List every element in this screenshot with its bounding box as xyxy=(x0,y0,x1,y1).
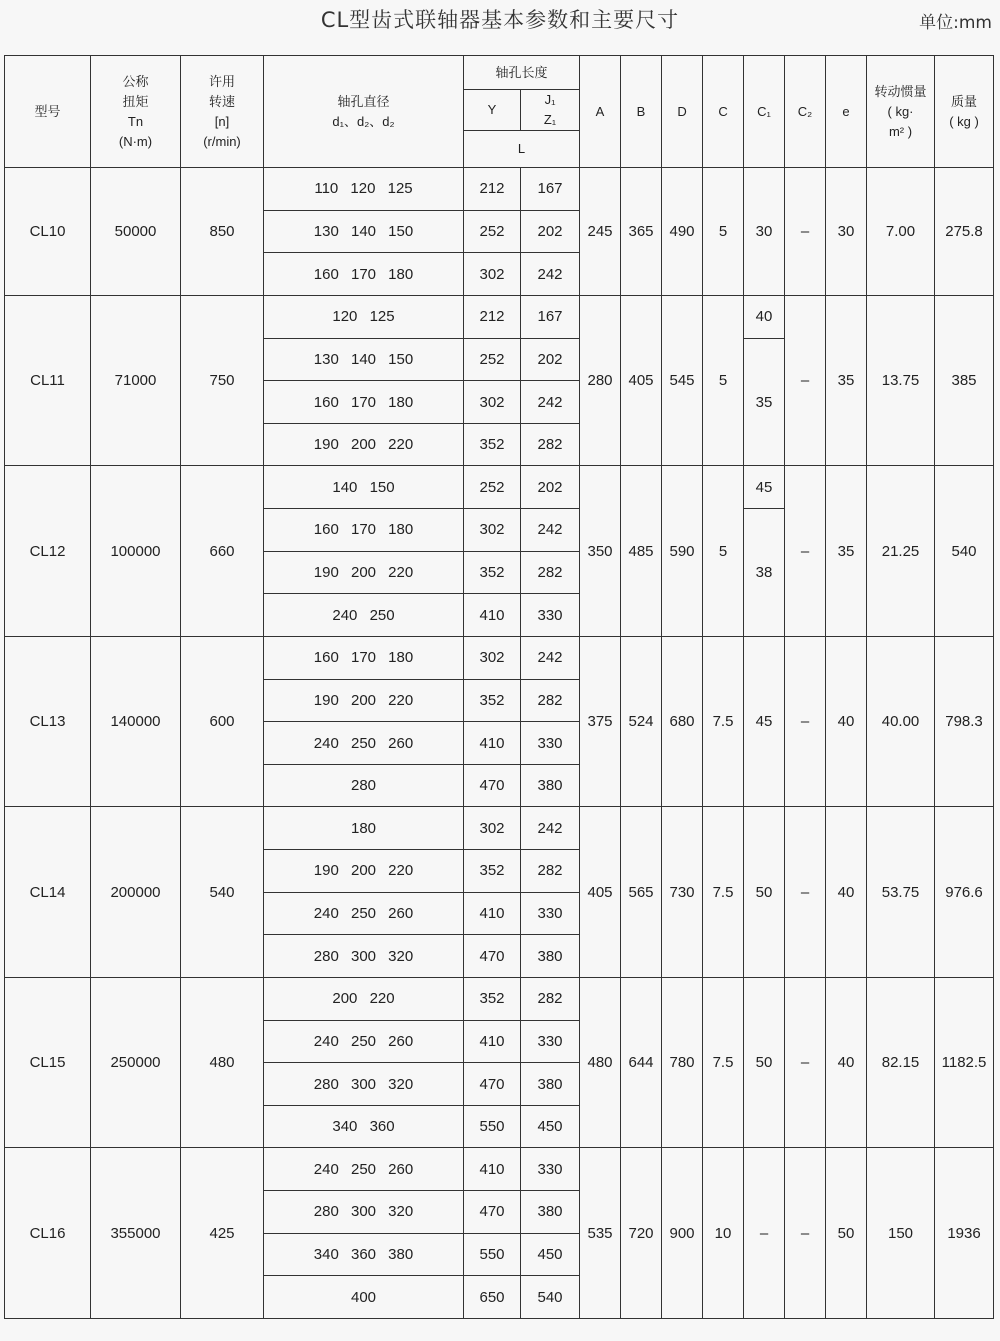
torque-cell: 140000 xyxy=(91,636,181,807)
c1-cell: – xyxy=(744,1148,785,1319)
bore-diameter-cell: 240 250 260 xyxy=(264,1148,464,1191)
torque-cell: 71000 xyxy=(91,295,181,466)
bore-diameter-cell: 160 170 180 xyxy=(264,253,464,296)
a-cell: 245 xyxy=(580,168,621,296)
torque-cell: 50000 xyxy=(91,168,181,296)
bore-length-j1-cell: 380 xyxy=(521,1191,580,1234)
bore-diameter-cell: 400 xyxy=(264,1276,464,1319)
page-title: CL型齿式联轴器基本参数和主要尺寸 xyxy=(320,8,680,32)
bore-length-y-cell: 352 xyxy=(464,423,521,466)
bore-length-j1-cell: 330 xyxy=(521,892,580,935)
bore-length-y-cell: 212 xyxy=(464,295,521,338)
bore-length-j1-cell: 330 xyxy=(521,1020,580,1063)
mass-cell: 976.6 xyxy=(935,807,994,978)
bore-diameter-cell: 240 250 xyxy=(264,594,464,637)
e-cell: 35 xyxy=(826,295,867,466)
bore-length-j1-cell: 167 xyxy=(521,295,580,338)
bore-length-y-cell: 410 xyxy=(464,892,521,935)
inertia-cell: 53.75 xyxy=(867,807,935,978)
c2-cell: – xyxy=(785,1148,826,1319)
header-d: D xyxy=(662,56,703,168)
bore-length-j1-cell: 282 xyxy=(521,977,580,1020)
bore-diameter-cell: 160 170 180 xyxy=(264,509,464,552)
header-l: L xyxy=(464,131,580,168)
header-a: A xyxy=(580,56,621,168)
bore-length-j1-cell: 380 xyxy=(521,935,580,978)
mass-cell: 1182.5 xyxy=(935,977,994,1148)
header-bore-length: 轴孔长度 xyxy=(464,56,580,90)
c-cell: 5 xyxy=(703,295,744,466)
torque-cell: 250000 xyxy=(91,977,181,1148)
bore-length-y-cell: 650 xyxy=(464,1276,521,1319)
bore-diameter-cell: 340 360 380 xyxy=(264,1233,464,1276)
bore-length-y-cell: 252 xyxy=(464,210,521,253)
speed-cell: 660 xyxy=(181,466,264,637)
d-cell: 900 xyxy=(662,1148,703,1319)
speed-cell: 600 xyxy=(181,636,264,807)
bore-length-j1-cell: 242 xyxy=(521,253,580,296)
e-cell: 50 xyxy=(826,1148,867,1319)
bore-diameter-cell: 130 140 150 xyxy=(264,338,464,381)
e-cell: 35 xyxy=(826,466,867,637)
bore-diameter-cell: 280 300 320 xyxy=(264,935,464,978)
e-cell: 40 xyxy=(826,636,867,807)
c2-cell: – xyxy=(785,636,826,807)
bore-diameter-cell: 280 300 320 xyxy=(264,1191,464,1234)
torque-cell: 200000 xyxy=(91,807,181,978)
bore-diameter-cell: 160 170 180 xyxy=(264,381,464,424)
c-cell: 5 xyxy=(703,168,744,296)
speed-cell: 540 xyxy=(181,807,264,978)
bore-length-j1-cell: 450 xyxy=(521,1233,580,1276)
bore-length-j1-cell: 202 xyxy=(521,338,580,381)
c-cell: 7.5 xyxy=(703,807,744,978)
bore-length-y-cell: 302 xyxy=(464,636,521,679)
mass-cell: 540 xyxy=(935,466,994,637)
c-cell: 5 xyxy=(703,466,744,637)
header-speed: 许用 转速 [n] (r/min) xyxy=(181,56,264,168)
bore-length-y-cell: 352 xyxy=(464,679,521,722)
c1-cell: 38 xyxy=(744,509,785,637)
bore-length-j1-cell: 540 xyxy=(521,1276,580,1319)
d-cell: 590 xyxy=(662,466,703,637)
header-c: C xyxy=(703,56,744,168)
bore-diameter-cell: 280 300 320 xyxy=(264,1063,464,1106)
table-row xyxy=(5,168,994,211)
mass-cell: 1936 xyxy=(935,1148,994,1319)
c1-cell: 30 xyxy=(744,168,785,296)
bore-length-j1-cell: 202 xyxy=(521,466,580,509)
bore-length-y-cell: 470 xyxy=(464,935,521,978)
header-torque: 公称 扭矩 Tn (N·m) xyxy=(91,56,181,168)
mass-cell: 798.3 xyxy=(935,636,994,807)
header-c1: C₁ xyxy=(744,56,785,168)
speed-cell: 850 xyxy=(181,168,264,296)
header-e: e xyxy=(826,56,867,168)
mass-cell: 385 xyxy=(935,295,994,466)
bore-length-y-cell: 252 xyxy=(464,466,521,509)
speed-cell: 425 xyxy=(181,1148,264,1319)
bore-length-j1-cell: 282 xyxy=(521,551,580,594)
coupling-parameters-table xyxy=(4,55,994,1319)
bore-length-y-cell: 352 xyxy=(464,850,521,893)
bore-diameter-cell: 180 xyxy=(264,807,464,850)
c-cell: 7.5 xyxy=(703,636,744,807)
bore-diameter-cell: 160 170 180 xyxy=(264,636,464,679)
b-cell: 485 xyxy=(621,466,662,637)
inertia-cell: 21.25 xyxy=(867,466,935,637)
bore-length-y-cell: 352 xyxy=(464,551,521,594)
header-inertia: 转动惯量 ( kg· m² ) xyxy=(867,56,935,168)
table-row xyxy=(5,977,994,1020)
bore-length-j1-cell: 330 xyxy=(521,594,580,637)
d-cell: 680 xyxy=(662,636,703,807)
bore-diameter-cell: 340 360 xyxy=(264,1105,464,1148)
a-cell: 480 xyxy=(580,977,621,1148)
bore-diameter-cell: 280 xyxy=(264,764,464,807)
header-y: Y xyxy=(464,90,521,131)
header-bore-diameter: 轴孔直径 d₁、d₂、d₂ xyxy=(264,56,464,168)
bore-length-j1-cell: 242 xyxy=(521,509,580,552)
a-cell: 280 xyxy=(580,295,621,466)
c1-cell: 35 xyxy=(744,338,785,466)
header-j1z1: J₁ Z₁ xyxy=(521,90,580,131)
table-row xyxy=(5,1148,994,1191)
bore-length-j1-cell: 167 xyxy=(521,168,580,211)
inertia-cell: 40.00 xyxy=(867,636,935,807)
model-cell: CL12 xyxy=(5,466,91,637)
bore-length-j1-cell: 202 xyxy=(521,210,580,253)
bore-diameter-cell: 190 200 220 xyxy=(264,551,464,594)
model-cell: CL15 xyxy=(5,977,91,1148)
c2-cell: – xyxy=(785,168,826,296)
bore-length-y-cell: 550 xyxy=(464,1233,521,1276)
bore-diameter-cell: 200 220 xyxy=(264,977,464,1020)
bore-diameter-cell: 120 125 xyxy=(264,295,464,338)
model-cell: CL13 xyxy=(5,636,91,807)
c-cell: 10 xyxy=(703,1148,744,1319)
header-b: B xyxy=(621,56,662,168)
bore-length-y-cell: 302 xyxy=(464,253,521,296)
bore-length-j1-cell: 330 xyxy=(521,1148,580,1191)
bore-length-j1-cell: 242 xyxy=(521,381,580,424)
bore-diameter-cell: 190 200 220 xyxy=(264,423,464,466)
unit-label: 单位:mm xyxy=(919,13,992,33)
a-cell: 375 xyxy=(580,636,621,807)
c1-cell: 45 xyxy=(744,466,785,509)
bore-length-y-cell: 302 xyxy=(464,807,521,850)
bore-length-y-cell: 302 xyxy=(464,381,521,424)
header-c2: C₂ xyxy=(785,56,826,168)
bore-length-y-cell: 212 xyxy=(464,168,521,211)
a-cell: 405 xyxy=(580,807,621,978)
bore-length-j1-cell: 282 xyxy=(521,423,580,466)
a-cell: 350 xyxy=(580,466,621,637)
b-cell: 405 xyxy=(621,295,662,466)
b-cell: 565 xyxy=(621,807,662,978)
b-cell: 644 xyxy=(621,977,662,1148)
d-cell: 545 xyxy=(662,295,703,466)
bore-length-j1-cell: 282 xyxy=(521,679,580,722)
bore-length-y-cell: 470 xyxy=(464,1063,521,1106)
c1-cell: 50 xyxy=(744,977,785,1148)
d-cell: 780 xyxy=(662,977,703,1148)
e-cell: 40 xyxy=(826,977,867,1148)
model-cell: CL16 xyxy=(5,1148,91,1319)
bore-length-y-cell: 252 xyxy=(464,338,521,381)
bore-length-y-cell: 550 xyxy=(464,1105,521,1148)
torque-cell: 100000 xyxy=(91,466,181,637)
bore-length-y-cell: 410 xyxy=(464,1020,521,1063)
bore-length-j1-cell: 380 xyxy=(521,764,580,807)
bore-length-y-cell: 410 xyxy=(464,594,521,637)
bore-length-j1-cell: 282 xyxy=(521,850,580,893)
bore-diameter-cell: 130 140 150 xyxy=(264,210,464,253)
c2-cell: – xyxy=(785,977,826,1148)
e-cell: 30 xyxy=(826,168,867,296)
bore-diameter-cell: 110 120 125 xyxy=(264,168,464,211)
table-row xyxy=(5,466,994,509)
bore-diameter-cell: 240 250 260 xyxy=(264,1020,464,1063)
b-cell: 524 xyxy=(621,636,662,807)
c2-cell: – xyxy=(785,295,826,466)
bore-length-y-cell: 410 xyxy=(464,722,521,765)
a-cell: 535 xyxy=(580,1148,621,1319)
bore-length-j1-cell: 242 xyxy=(521,636,580,679)
c1-cell: 40 xyxy=(744,295,785,338)
c-cell: 7.5 xyxy=(703,977,744,1148)
bore-length-j1-cell: 450 xyxy=(521,1105,580,1148)
table-row xyxy=(5,636,994,679)
bore-length-y-cell: 410 xyxy=(464,1148,521,1191)
bore-diameter-cell: 140 150 xyxy=(264,466,464,509)
c1-cell: 45 xyxy=(744,636,785,807)
table-row xyxy=(5,295,994,338)
b-cell: 365 xyxy=(621,168,662,296)
table-body xyxy=(5,168,994,1319)
d-cell: 490 xyxy=(662,168,703,296)
d-cell: 730 xyxy=(662,807,703,978)
c2-cell: – xyxy=(785,466,826,637)
mass-cell: 275.8 xyxy=(935,168,994,296)
inertia-cell: 7.00 xyxy=(867,168,935,296)
bore-diameter-cell: 190 200 220 xyxy=(264,850,464,893)
bore-diameter-cell: 240 250 260 xyxy=(264,722,464,765)
model-cell: CL11 xyxy=(5,295,91,466)
inertia-cell: 13.75 xyxy=(867,295,935,466)
model-cell: CL14 xyxy=(5,807,91,978)
bore-length-y-cell: 352 xyxy=(464,977,521,1020)
bore-length-j1-cell: 380 xyxy=(521,1063,580,1106)
inertia-cell: 82.15 xyxy=(867,977,935,1148)
model-cell: CL10 xyxy=(5,168,91,296)
bore-diameter-cell: 240 250 260 xyxy=(264,892,464,935)
bore-length-y-cell: 470 xyxy=(464,764,521,807)
bore-length-j1-cell: 330 xyxy=(521,722,580,765)
inertia-cell: 150 xyxy=(867,1148,935,1319)
bore-length-y-cell: 302 xyxy=(464,509,521,552)
e-cell: 40 xyxy=(826,807,867,978)
table-row xyxy=(5,807,994,850)
b-cell: 720 xyxy=(621,1148,662,1319)
bore-diameter-cell: 190 200 220 xyxy=(264,679,464,722)
header-model: 型号 xyxy=(5,56,91,168)
header-mass: 质量 ( kg ) xyxy=(935,56,994,168)
speed-cell: 750 xyxy=(181,295,264,466)
bore-length-j1-cell: 242 xyxy=(521,807,580,850)
speed-cell: 480 xyxy=(181,977,264,1148)
c1-cell: 50 xyxy=(744,807,785,978)
torque-cell: 355000 xyxy=(91,1148,181,1319)
bore-length-y-cell: 470 xyxy=(464,1191,521,1234)
c2-cell: – xyxy=(785,807,826,978)
